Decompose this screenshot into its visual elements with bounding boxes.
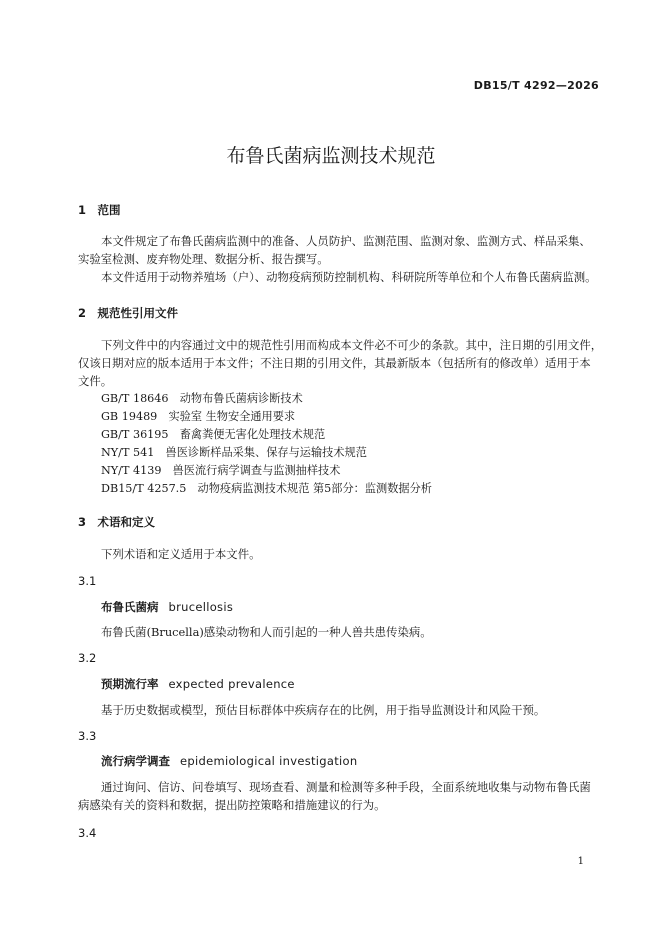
term-3-1-en: brucellosis — [168, 600, 234, 614]
section-1-paragraph-2: 本文件适用于动物养殖场（户）、动物疫病预防控制机构、科研院所等单位和个人布鲁氏菌病监测。 — [101, 270, 597, 284]
term-3-3-zh: 流行病学调查 — [101, 754, 170, 768]
reference-item: GB 19489 实验室 生物安全通用要求 — [101, 410, 296, 423]
reference-item: NY/T 541 兽医诊断样品采集、保存与运输技术规范 — [101, 446, 367, 459]
term-3-1-zh: 布鲁氏菌病 — [101, 600, 159, 614]
term-3-3-en: epidemiological investigation — [180, 754, 358, 768]
page-number: 1 — [577, 856, 584, 867]
section-2-paragraph-line-2: 仅该日期对应的版本适用于本文件；不注日期的引用文件，其最新版本（包括所有的修改单）适用于本 — [78, 356, 591, 370]
term-3-3-definition-line-1: 通过询问、信访、问卷填写、现场查看、测量和检测等多种手段，全面系统地收集与动物布鲁氏菌 — [101, 780, 591, 794]
term-3-4-number: 3.4 — [78, 826, 97, 840]
section-1-paragraph-1-line-2: 实验室检测、废弃物处理、数据分析、报告撰写。 — [78, 252, 329, 266]
term-3-1 — [101, 599, 233, 615]
term-3-3-definition-line-2: 病感染有关的资料和数据，提出防控策略和措施建议的行为。 — [78, 798, 386, 812]
document-number: DB15/T 4292—2026 — [473, 79, 599, 92]
term-3-3 — [101, 753, 357, 769]
document-title: 布鲁氏菌病监测技术规范 — [226, 145, 436, 167]
reference-item: NY/T 4139 兽医流行病学调查与监测抽样技术 — [101, 464, 341, 477]
term-3-2-zh: 预期流行率 — [101, 677, 159, 691]
reference-item: DB15/T 4257.5 动物疫病监测技术规范 第5部分：监测数据分析 — [101, 482, 432, 495]
term-3-2-en: expected prevalence — [168, 677, 295, 691]
section-1-heading: 1 范围 — [78, 203, 121, 217]
reference-item: GB/T 36195 畜禽粪便无害化处理技术规范 — [101, 428, 326, 441]
section-3-intro: 下列术语和定义适用于本文件。 — [101, 547, 261, 561]
term-3-2 — [101, 676, 295, 692]
term-3-2-definition: 基于历史数据或模型，预估目标群体中疾病存在的比例，用于指导监测设计和风险干预。 — [101, 703, 546, 717]
term-3-3-number: 3.3 — [78, 729, 97, 743]
section-2-paragraph-line-1: 下列文件中的内容通过文中的规范性引用而构成本文件必不可少的条款。其中，注日期的引用文件， — [101, 338, 603, 352]
section-2-paragraph-line-3: 文件。 — [78, 374, 113, 388]
reference-item: GB/T 18646 动物布鲁氏菌病诊断技术 — [101, 392, 303, 405]
section-3-heading: 3 术语和定义 — [78, 515, 156, 529]
term-3-1-definition: 布鲁氏菌(Brucella)感染动物和人而引起的一种人兽共患传染病。 — [101, 625, 432, 639]
section-1-paragraph-1-line-1: 本文件规定了布鲁氏菌病监测中的准备、人员防护、监测范围、监测对象、监测方式、样品采集、 — [101, 234, 591, 248]
section-2-heading: 2 规范性引用文件 — [78, 306, 179, 320]
term-3-2-number: 3.2 — [78, 651, 97, 665]
term-3-1-number: 3.1 — [78, 574, 97, 588]
